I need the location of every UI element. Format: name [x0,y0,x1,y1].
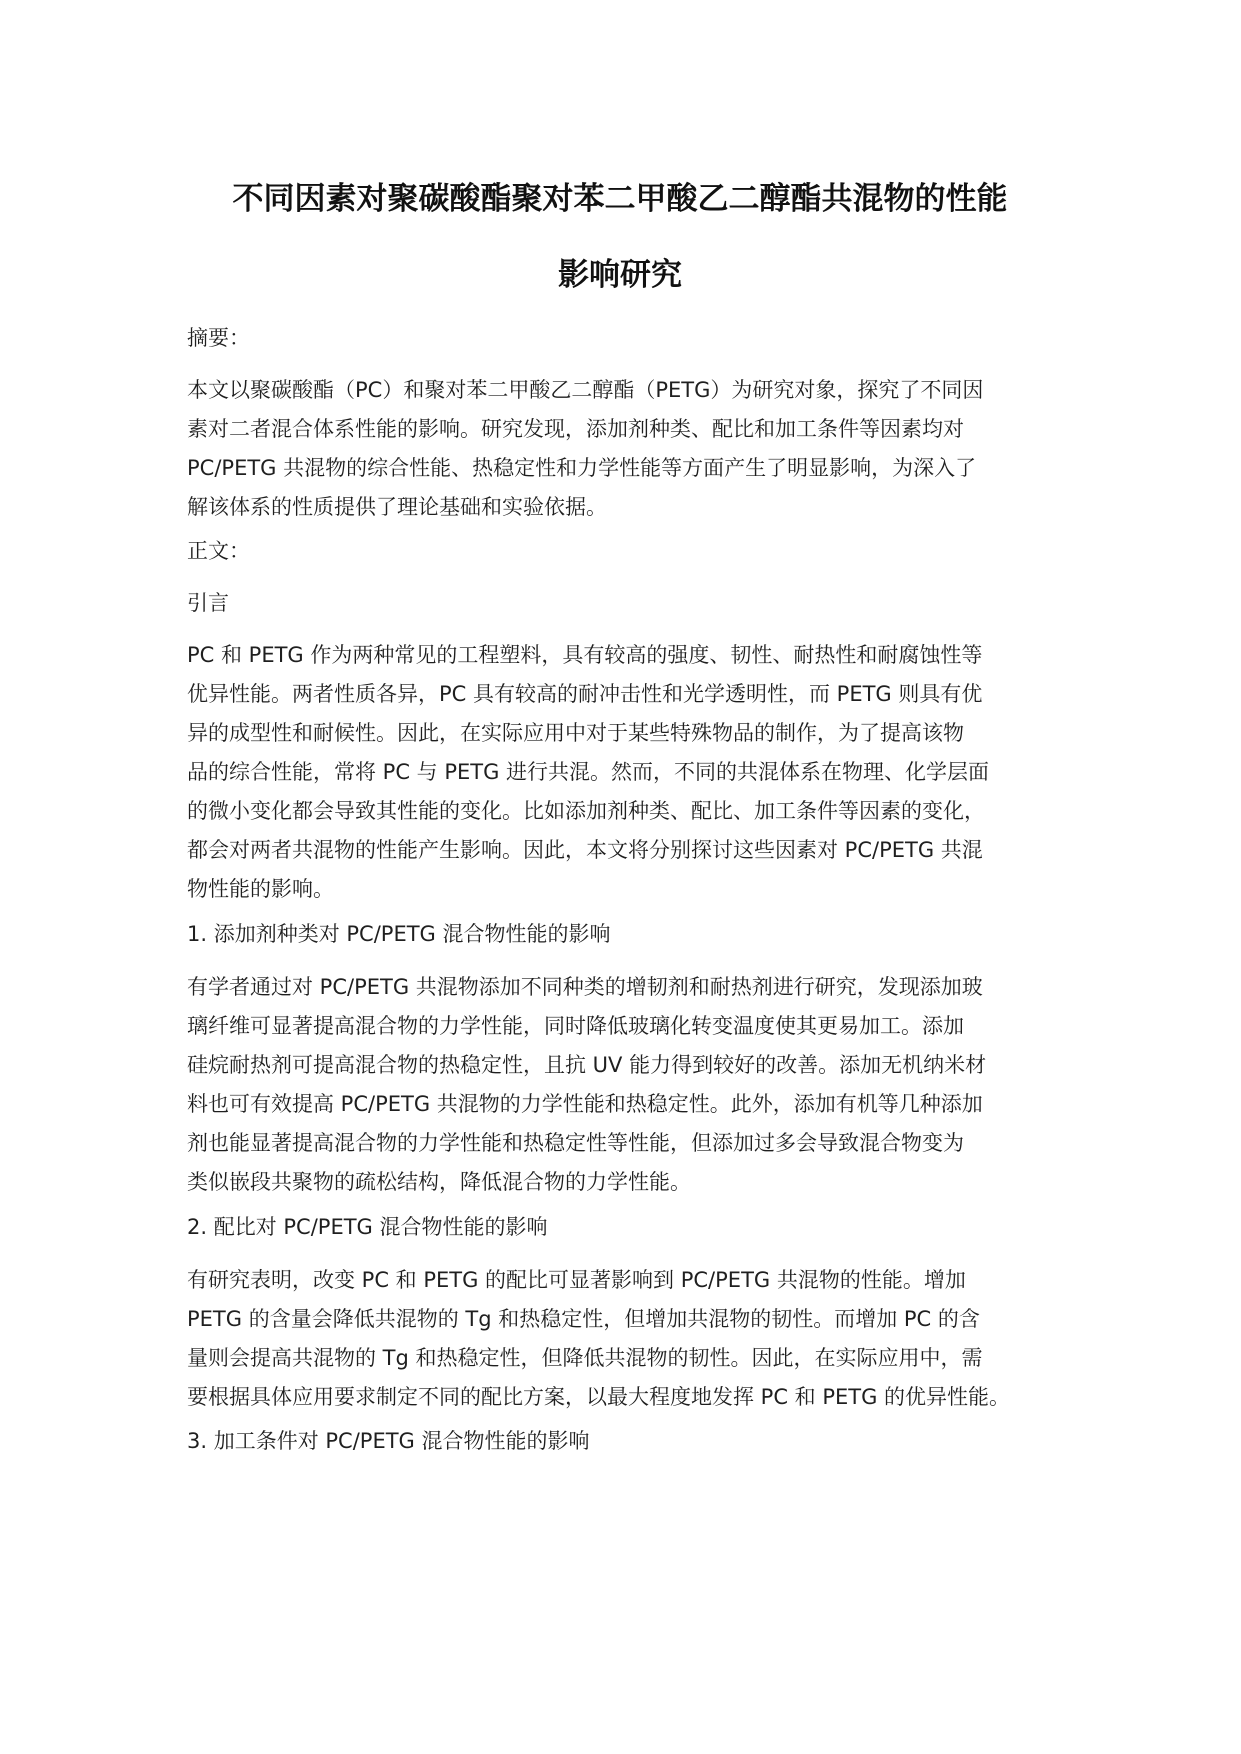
intro-heading: 引言 [187,591,229,615]
abstract-line: PC/PETG 共混物的综合性能、热稳定性和力学性能等方面产生了明显影响，为深入了 [187,456,977,480]
section-1-heading: 1. 添加剂种类对 PC/PETG 混合物性能的影响 [187,922,611,946]
section-1-paragraph [187,968,1077,1202]
abstract-line: 素对二者混合体系性能的影响。研究发现，添加剂种类、配比和加工条件等因素均对 [187,417,964,441]
intro-line: 的微小变化都会导致其性能的变化。比如添加剂种类、配比、加工条件等因素的变化， [187,799,985,823]
section-2-paragraph [187,1261,1077,1417]
section-2-line: 量则会提高共混物的 Tg 和热稳定性，但降低共混物的韧性。因此，在实际应用中，需 [187,1346,983,1370]
intro-line: 物性能的影响。 [187,877,334,901]
section-1-line: 料也可有效提高 PC/PETG 共混物的力学性能和热稳定性。此外，添加有机等几种添加 [187,1092,983,1116]
document-title-line-1: 不同因素对聚碳酸酯聚对苯二甲酸乙二醇酯共混物的性能 [232,181,1008,217]
section-1-line: 硅烷耐热剂可提高混合物的热稳定性，且抗 UV 能力得到较好的改善。添加无机纳米材 [187,1053,987,1077]
intro-paragraph [187,636,1077,909]
section-1-line: 类似嵌段共聚物的疏松结构，降低混合物的力学性能。 [187,1170,691,1194]
body-heading: 正文： [187,539,250,563]
section-2-line: PETG 的含量会降低共混物的 Tg 和热稳定性，但增加共混物的韧性。而增加 PC 的含 [187,1307,980,1331]
section-1-line: 有学者通过对 PC/PETG 共混物添加不同种类的增韧剂和耐热剂进行研究，发现添加玻 [187,975,983,999]
abstract-heading: 摘要： [187,326,250,350]
section-1-line: 剂也能显著提高混合物的力学性能和热稳定性等性能，但添加过多会导致混合物变为 [187,1131,964,1155]
intro-line: 异的成型性和耐候性。因此，在实际应用中对于某些特殊物品的制作，为了提高该物 [187,721,964,745]
intro-line: 都会对两者共混物的性能产生影响。因此，本文将分别探讨这些因素对 PC/PETG 共混 [187,838,983,862]
abstract-paragraph [187,371,1077,527]
abstract-line: 解该体系的性质提供了理论基础和实验依据。 [187,495,607,519]
abstract-line: 本文以聚碳酸酯（PC）和聚对苯二甲酸乙二醇酯（PETG）为研究对象，探究了不同因 [187,378,984,402]
intro-line: PC 和 PETG 作为两种常见的工程塑料，具有较高的强度、韧性、耐热性和耐腐蚀性等 [187,643,983,667]
section-2-line: 要根据具体应用要求制定不同的配比方案，以最大程度地发挥 PC 和 PETG 的优异性能。 [187,1385,1011,1409]
intro-line: 品的综合性能，常将 PC 与 PETG 进行共混。然而，不同的共混体系在物理、化学层面 [187,760,990,784]
section-2-line: 有研究表明，改变 PC 和 PETG 的配比可显著影响到 PC/PETG 共混物的性能。增加 [187,1268,966,1292]
section-3-heading: 3. 加工条件对 PC/PETG 混合物性能的影响 [187,1429,590,1453]
section-2-heading: 2. 配比对 PC/PETG 混合物性能的影响 [187,1215,548,1239]
document-title-line-2: 影响研究 [558,257,682,293]
intro-line: 优异性能。两者性质各异，PC 具有较高的耐冲击性和光学透明性，而 PETG 则具有优 [187,682,983,706]
section-1-line: 璃纤维可显著提高混合物的力学性能，同时降低玻璃化转变温度使其更易加工。添加 [187,1014,964,1038]
